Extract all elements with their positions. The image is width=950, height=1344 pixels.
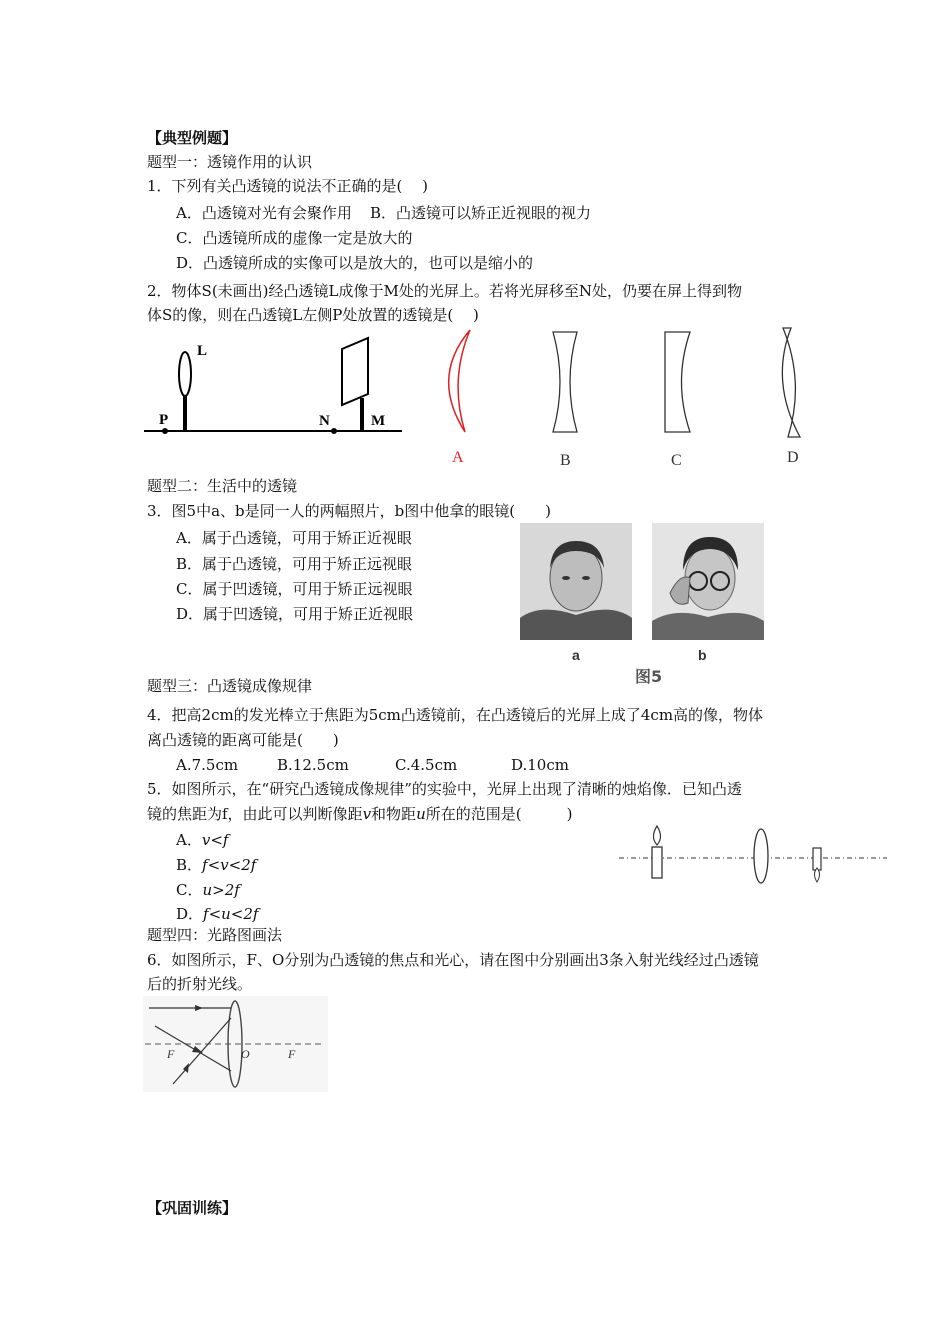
- screen-m: [342, 338, 368, 405]
- inverted-flame-image: [815, 868, 820, 882]
- lens-l-ellipse: [179, 352, 191, 396]
- q4-option-b: B.12.5cm: [277, 756, 349, 774]
- lens-option-c-label: C: [671, 452, 682, 469]
- q3-option-b: B．属于凸透镜，可用于矫正远视眼: [176, 555, 413, 573]
- point-n-dot: [331, 428, 337, 434]
- lens-option-a-label: A: [452, 449, 464, 466]
- lens-option-d-label: D: [787, 449, 799, 466]
- lens-option-b-label: B: [560, 452, 571, 469]
- q1-stem: 1．下列有关凸透镜的说法不正确的是( ): [147, 177, 429, 195]
- q2-stem-line2: 体S的像，则在凸透镜L左侧P处放置的透镜是( ): [147, 306, 479, 324]
- q3-figure-caption: 图5: [635, 667, 663, 686]
- q3-option-c: C．属于凹透镜，可用于矫正远视眼: [176, 580, 413, 598]
- q6-label-o: O: [241, 1047, 250, 1061]
- image-screen: [813, 848, 821, 870]
- lens-option-d-shape: [782, 328, 800, 437]
- q5-candle-lens-figure: [615, 820, 890, 890]
- section-examples-heading: 【典型例题】: [147, 129, 238, 147]
- point-p-dot: [162, 428, 168, 434]
- type3-title: 题型三：凸透镜成像规律: [147, 677, 313, 695]
- label-l: L: [197, 343, 208, 359]
- q6-label-f-left: F: [167, 1047, 175, 1061]
- label-n: N: [319, 413, 330, 429]
- lens-option-b-shape: [553, 332, 577, 432]
- q4-stem-line1: 4．把高2cm的发光棒立于焦距为5cm凸透镜前，在凸透镜后的光屏上成了4cm高的像，物体: [147, 706, 764, 724]
- q1-option-d: D．凸透镜所成的实像可以是放大的，也可以是缩小的: [176, 254, 534, 272]
- q1-option-a: A．凸透镜对光有会聚作用: [176, 204, 352, 222]
- q3-option-a: A．属于凸透镜，可用于矫正近视眼: [176, 529, 412, 547]
- q4-stem-line2: 离凸透镜的距离可能是( ): [147, 731, 339, 749]
- q4-option-a: A.7.5cm: [176, 756, 239, 774]
- type4-title: 题型四：光路图画法: [147, 926, 283, 944]
- q4-option-d: D.10cm: [511, 756, 569, 774]
- candle-flame: [654, 826, 661, 845]
- q3-photos-figure: [520, 523, 765, 688]
- q3-option-d: D．属于凹透镜，可用于矫正近视眼: [176, 605, 414, 623]
- q5-option-c: C．u>2f: [176, 881, 240, 899]
- section-practice-heading: 【巩固训练】: [147, 1199, 238, 1217]
- photo-a-label: a: [572, 647, 580, 663]
- label-p: P: [159, 412, 169, 428]
- q2-stem-line1: 2．物体S(未画出)经凸透镜L成像于M处的光屏上。若将光屏移至N处，仍要在屏上得到物: [147, 282, 742, 300]
- q5-stem-line1: 5．如图所示，在“研究凸透镜成像规律”的实验中，光屏上出现了清晰的烛焰像．已知凸透: [147, 780, 742, 798]
- convex-lens: [754, 829, 768, 883]
- q6-label-f-right: F: [288, 1047, 296, 1061]
- type1-title: 题型一：透镜作用的认识: [147, 153, 313, 171]
- type2-title: 题型二：生活中的透镜: [147, 477, 298, 495]
- q4-option-c: C.4.5cm: [395, 756, 458, 774]
- q3-stem: 3．图5中a、b是同一人的两幅照片，b图中他拿的眼镜( ): [147, 502, 551, 520]
- q2-optical-bench-figure: [140, 334, 410, 444]
- q6-ray-diagram-figure: [143, 996, 328, 1092]
- q5-stem-line2: 镜的焦距为f，由此可以判断像距v和物距u所在的范围是( ): [147, 805, 573, 823]
- label-m: M: [371, 413, 386, 429]
- photo-b-label: b: [698, 647, 707, 663]
- q5-option-b: B．f<v<2f: [176, 856, 257, 874]
- lens-option-a-shape: [449, 330, 470, 432]
- lens-option-c-shape: [665, 332, 690, 432]
- q5-option-a: A．v<f: [176, 831, 229, 849]
- candle-body: [652, 847, 662, 878]
- q1-option-c: C．凸透镜所成的虚像一定是放大的: [176, 229, 413, 247]
- q6-stem-line1: 6．如图所示，F、O分别为凸透镜的焦点和光心，请在图中分别画出3条入射光线经过凸透镜: [147, 951, 759, 969]
- q6-stem-line2: 后的折射光线。: [147, 975, 253, 993]
- q1-option-b: B．凸透镜可以矫正近视眼的视力: [370, 204, 592, 222]
- q2-lens-options-figure: [425, 322, 825, 472]
- q5-option-d: D．f<u<2f: [176, 905, 259, 923]
